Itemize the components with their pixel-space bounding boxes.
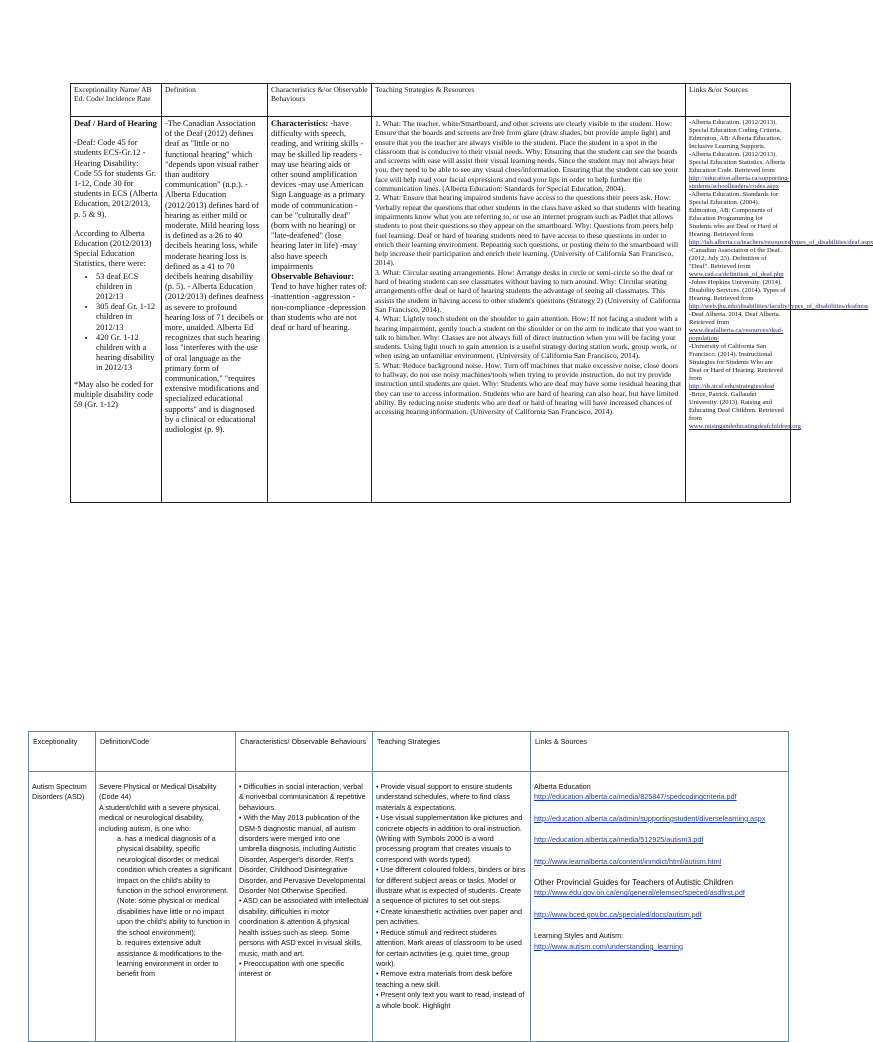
links-cell	[686, 117, 873, 503]
strategy-item: 1. What: The teacher, white/Smartboard, and other screens are clearly visible to the student. How: Ensure that the boards and screens are free from glare (draw shades, but provide ample light) and ensure that you the teacher are always visible to the student. Place the student in a spot in the classroom that is conducive to their visual needs. Why: Ensuring that the student can see the boards and screens with ease will assist their visual learning needs. Since the student may not always hear you, they need to be able to see any visual clues/information. Ensuring that the student can see your face will help read your facial expressions and read your lips in order to help further the communication lines. (Alberta Education: Standards for Special Education, 2004).	[375, 119, 679, 194]
bullet-icon: •	[376, 927, 381, 937]
provincial-guides-title: Other Provincial Guides for Teachers of Autistic Children	[534, 878, 734, 888]
definition-item-a: a. has a medical diagnosis of a physical disability, specific neurological disorder or medical condition which creates a significant impact on the child's ability to function in the school environment. (Note: some physical or medical disabilities have little or no impact upon the child's ability to function in the school environment);	[117, 834, 232, 937]
list-item: • 53 deaf ECS children in 2012/13	[96, 272, 158, 303]
characteristic-item: • ASD can be associated with intellectual disability, difficulties in motor coordination & attention & physical health issues such as sleep. Some persons with ASD excel in visual skills, music, math and art.	[239, 896, 369, 958]
bullet-icon: •	[239, 958, 244, 968]
learning-styles-title: Learning Styles and Autism:	[534, 931, 624, 941]
header-exceptionality: Exceptionality Name/ AB Ed. Code/ Incidence Rate	[71, 84, 162, 117]
bullet-icon: •	[239, 896, 244, 906]
source-link[interactable]: www.deafalberta.ca/resources/deaf-population/	[689, 327, 784, 342]
exceptionality-cell	[71, 117, 162, 503]
source-text: -Johns Hopkins University. (2014). Disability Services. (2014). Types of Hearing. Retrieved from	[689, 279, 786, 302]
strategy-item: • Reduce stimuli and redirect students attention. Mark areas of classroom to be used for certain activities (e.g. quiet time, group work).	[376, 927, 522, 968]
statistics-list	[74, 272, 158, 374]
header-links: Links &/or Sources	[686, 84, 791, 117]
table-header-row	[29, 732, 789, 772]
characteristic-item: • Preoccupation with one specific interest or	[239, 958, 345, 979]
note-text: *May also be coded for multiple disability code 59 (Gr. 1-12)	[74, 379, 154, 410]
strategy-item: • Create kinaesthetic activities over paper and pen activities.	[376, 906, 522, 927]
strategy-item: • Use visual supplementation like pictures and concrete objects in addition to oral instruction. (Writing with Symbols 2000 is a word processing program that creates visuals to correspond with words typed).	[376, 813, 523, 864]
definition-cell: -The Canadian Association of the Deaf (2012) defines deaf as "little or no functional hearing" which "depends upon visual rather than auditory communication" (n.p.). - Alberta Education (2012/2013) defines hard of hearing as either mild or moderate. Mild hearing loss is defined as a 26 to 40 decibels hearing loss, while moderate hearing loss is defined as a 41 to 70 decibels hearing disability (p. 5). - Alberta Education (2012/2013) defines deafness as severe to profound hearing loss of 71 decibels or more, unaided. Alberta Ed recognizes that such hearing loss "interferes with the use of oral language as the primary form of communication," "requires extensive modifications and specialized educational supports" and is diagnosed by a clinical or educational audiologist (p. 9).	[162, 117, 268, 503]
header-characteristics: Characteristics/ Observable Behaviours	[236, 732, 373, 772]
source-text: -Brice, Patrick. Gallaudet University. (2013). Raising and Educating Deaf Children. Retrieved from	[689, 391, 784, 422]
header-definition: Definition	[162, 84, 268, 117]
definition-intro: A student/child with a severe physical, medical or neurological disability, including autism, is one who:	[99, 802, 221, 833]
bullet-icon: •	[239, 813, 244, 823]
bullet-icon: •	[376, 865, 381, 875]
strategy-item: 4. What: Lightly touch student on the shoulder to gain attention. How: If not facing a student with a hearing impairment, gently touch a student on the shoulder or on the arm to indicate that you want to talk to him/her. Why: Classes are not always full of direct instruction when you will be facing your students. Using light touch to gain attention is a useful strategy during station work, group work, or when using an unfamiliar environment. (University of California San Francisco, 2014).	[375, 314, 682, 361]
table-row	[71, 117, 791, 503]
bullet-icon: •	[376, 990, 381, 1000]
table-row	[29, 772, 789, 1042]
source-text: -University of California San Francisco. (2014). Instructional Strategies for Students Who are Deaf or Hard of Hearing. Retrieved from	[689, 343, 783, 382]
bullet-icon: •	[376, 782, 381, 791]
strategy-item: 3. What: Circular seating arrangements. How: Arrange desks in circle or semi-circle so the deaf or hard of hearing student can see classmates without having to turn around. Why: Circular seating arrangements offer deaf or hard of hearing students the advantage of seeing all classmates. This assists the student in having access to other student's questions (Strategy 2) (University of California San Francisco, 2014).	[375, 267, 681, 314]
header-exceptionality: Exceptionality	[29, 732, 96, 772]
source-link[interactable]: www.raisingandeducatingdeafchildren.org	[689, 423, 801, 430]
resource-link[interactable]: http://www.autism.com/understanding_learning	[534, 941, 684, 951]
source-link[interactable]: http://web.jhu.edu/disabilities/faculty/types_of_disabilities/deafness	[689, 303, 869, 310]
header-strategies: Teaching Strategies & Resources	[372, 84, 686, 117]
header-definition-code: Definition/Code	[96, 732, 236, 772]
strategies-cell	[372, 117, 686, 503]
strategy-item: 5. What: Reduce background noise. How: Turn off machines that make excessive noise, close doors to hallway, do not use noisy machines/tools when trying to provide instruction, do not try provide instruction until students are quiet. Why: Students who are deaf may have some residual hearing that they can use to access information. Students who are hard of hearing can also hear, but have limited ability. By reducing noise students who are deaf or hard of hearing will have increased chances of accessing hearing information. (University of California San Francisco, 2014).	[375, 360, 682, 417]
source-link[interactable]: http://ds.ucsf.edu/strategies/deaf	[689, 383, 775, 390]
list-item: • 420 Gr. 1-12 children with a hearing disability in 2012/13	[96, 333, 158, 374]
bullet-icon: •	[376, 969, 381, 979]
definition-title: Severe Physical or Medical Disability (Code 44)	[99, 782, 217, 802]
resource-link[interactable]: http://education.alberta.ca/media/512925/autism3.pdf	[534, 835, 704, 845]
definition-cell	[96, 772, 236, 1042]
bullet-icon: •	[376, 906, 381, 916]
deaf-hard-of-hearing-table	[70, 83, 873, 503]
exceptionality-title: Deaf / Hard of Hearing	[74, 119, 157, 128]
list-item: • 305 deaf Gr. 1-12 children in 2012/13	[96, 302, 158, 333]
resource-link[interactable]: http://education.alberta.ca/admin/supportingstudent/diverselearning.aspx	[534, 813, 766, 823]
bullet-icon: •	[376, 813, 381, 823]
exceptionality-cell: Autism Spectrum Disorders (ASD)	[29, 772, 96, 1042]
autism-table	[28, 731, 789, 1042]
bullet-icon: •	[239, 782, 244, 791]
links-cell	[531, 772, 789, 1042]
source-link[interactable]: www.cad.ca/definition_of_deaf.php	[689, 271, 784, 278]
definition-item-b: b. requires extensive adult assistance & modifications to the learning environment in order to benefit from	[117, 938, 222, 979]
source-text: -Alberta Education. (2012/2013). Special Education Coding Criteria. Edmonton, AB: Alberta Education. Inclusive Learning Supports.	[689, 119, 782, 150]
strategies-cell	[373, 772, 531, 1042]
resource-link[interactable]: http://www.bced.gov.bc.ca/specialed/docs/autism.pdf	[534, 909, 702, 919]
characteristics-title: Characteristics:	[271, 119, 329, 128]
behaviour-text: Tend to have higher rates of: -inattention -aggression -non-compliance -depression than students who are not deaf or hard of hearing.	[271, 282, 367, 333]
alberta-education-title: Alberta Education	[534, 782, 591, 791]
table-header-row	[71, 84, 791, 117]
header-teaching-strategies: Teaching Strategies	[373, 732, 531, 772]
source-text: -Deaf Alberta. 2014. Deaf Alberta. Retrieved from	[689, 311, 781, 326]
behaviour-title: Observable Behaviour:	[271, 272, 355, 282]
strategy-item: • Provide visual support to ensure students understand schedules, where to find class materials & expectations.	[376, 782, 513, 812]
source-text: -Canadian Association of the Deaf. (2012, July 23). Definition of "Deaf". Retrieved from	[689, 247, 782, 270]
resource-link[interactable]: http://www.learnalberta.ca/content/inmdict/html/autism.html	[534, 856, 722, 866]
strategy-item: 2. What: Ensure that hearing impaired students have access to the questions their peers ask. How: Verbally repeat the questions that other students in the class have asked so that students with hearing impairments know what you are referring to, or use an internet program such as Padlet that allows students to post their questions so they appear on the smartboard. Why: Questions from peers help fuel learning. Deaf or hard of hearing students need to have access to these questions in order to enrich their learning environment. Repeating such questions, or posting them to the smartboard will help increase their participation and enrich their learning. (University of California San Francisco, 2014).	[375, 193, 681, 268]
strategy-item: • Remove extra materials from desk before teaching a new skill.	[376, 969, 513, 989]
source-link[interactable]: http://tab.alberta.ca/teachers/resources/types_of_disabilities/deaf.aspx	[689, 239, 873, 246]
characteristics-text: -have difficulty with speech, reading, and writing skills -may be skilled lip readers -may use hearing aids or other sound amplification devices -may use American Sign Language as a primary mode of communication -can be "culturally deaf" (born with no hearing) or "late-deafened" (lose hearing later in life) -may also have speech impairments	[271, 119, 365, 271]
characteristics-cell	[268, 117, 372, 503]
resource-link[interactable]: http://education.alberta.ca/media/825847/spedcodingcriteria.pdf	[534, 792, 737, 802]
characteristics-cell	[236, 772, 373, 1042]
characteristic-item: • Difficulties in social interaction, verbal & nonverbal communication & repetitive behaviours.	[239, 782, 366, 812]
according-text: According to Alberta Education (2012/2013) Special Education Statistics, there were:	[74, 228, 152, 269]
characteristic-item: • With the May 2013 publication of the DSM-5 diagnostic manual, all autism disorders were merged into one umbrella diagnosis, including Autistic Disorder, Asperger's disorder, Rett's Disorder, Childhood Disintegrative Disorder, and Pervasive Developmental Disorder Not Otherwise Specified.	[239, 813, 366, 896]
strategy-item: • Present only text you want to read, instead of a whole book. Highlight	[376, 990, 525, 1010]
header-links-sources: Links & Sources	[531, 732, 789, 772]
source-text: -Alberta Education. Standards for Special Education. (2004). Edmonton, AB: Components of Education Programming for Students who are Deaf or Hard of Hearing. Retrieved from	[689, 191, 778, 238]
source-link[interactable]: http://education.alberta.ca/supporting-students/schoolleaders/codes.aspx	[689, 175, 790, 190]
source-text: -Alberta Education. (2012/2013). Special Education Statistics. Alberta Education Code. Retrieved from	[689, 151, 785, 174]
resource-link[interactable]: http://www.edu.gov.on.ca/eng/general/elemsec/speced/asdfirst.pdf	[534, 888, 745, 898]
strategy-item: • Use different coloured folders, binders or bins for different subject areas or tasks. Model or illustrate what is expected of students. Create a sequence of pictures to set out steps.	[376, 865, 526, 906]
codes-text: -Deaf: Code 45 for students ECS-Gr.12 -Hearing Disability: Code 55 for students Gr. 1-12, Code 30 for students in ECS (Alberta Education, 2012/2013, p. 5 & 9).	[74, 138, 158, 219]
header-characteristics: Characteristics &/or Observable Behaviours	[268, 84, 372, 117]
